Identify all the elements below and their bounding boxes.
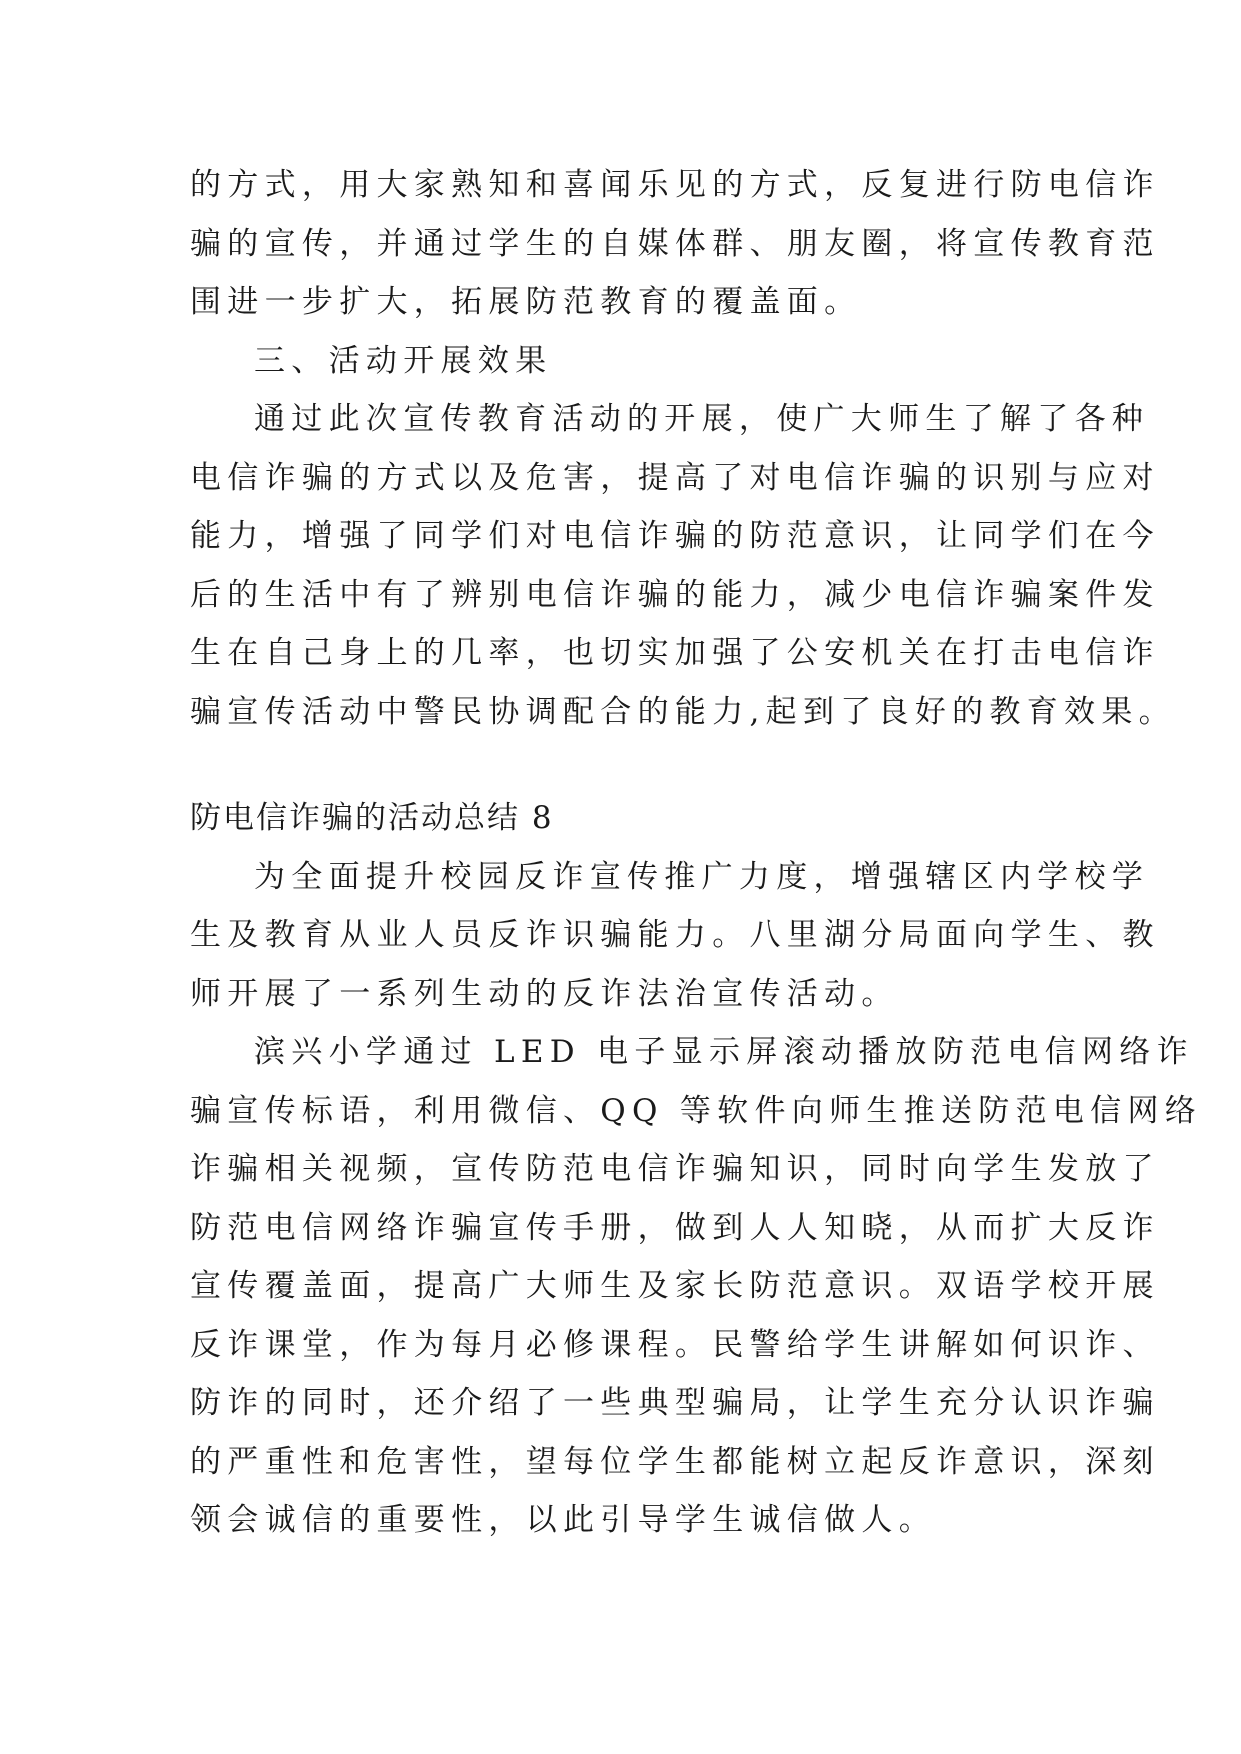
document-body — [190, 156, 1203, 1550]
paragraph-line: 滨兴小学通过 LED 电子显示屏滚动播放防范电信网络诈 — [254, 1034, 1194, 1070]
paragraph-line: 骗的宣传，并通过学生的自媒体群、朋友圈，将宣传教育范 — [190, 225, 1160, 262]
paragraph-line: 宣传覆盖面，提高广大师生及家长防范意识。双语学校开展 — [190, 1268, 1160, 1304]
paragraph-line: 诈骗相关视频，宣传防范电信诈骗知识，同时向学生发放了 — [190, 1151, 1160, 1187]
section-title: 三、活动开展效果 — [254, 342, 553, 379]
paragraph-line: 生在自己身上的几率，也切实加强了公安机关在打击电信诈 — [190, 635, 1160, 671]
article-heading: 防电信诈骗的活动总结 8 — [190, 800, 554, 836]
paragraph-line: 能力，增强了同学们对电信诈骗的防范意识，让同学们在今 — [190, 518, 1160, 554]
section-spacer — [190, 741, 1050, 789]
paragraph-line: 骗宣传标语，利用微信、QQ 等软件向师生推送防范电信网络 — [190, 1092, 1203, 1129]
paragraph-line: 领会诚信的重要性，以此引导学生诚信做人。 — [190, 1502, 936, 1538]
paragraph-line: 后的生活中有了辨别电信诈骗的能力，减少电信诈骗案件发 — [190, 576, 1160, 613]
paragraph-line: 的严重性和危害性，望每位学生都能树立起反诈意识，深刻 — [190, 1443, 1160, 1480]
paragraph-line: 防诈的同时，还介绍了一些典型骗局，让学生充分认识诈骗 — [190, 1385, 1160, 1421]
paragraph-line: 防范电信网络诈骗宣传手册，做到人人知晓，从而扩大反诈 — [190, 1209, 1160, 1246]
paragraph-line: 反诈课堂，作为每月必修课程。民警给学生讲解如何识诈、 — [190, 1326, 1160, 1363]
paragraph-line: 骗宣传活动中警民协调配合的能力,起到了良好的教育效果。 — [190, 693, 1176, 730]
paragraph-line: 通过此次宣传教育活动的开展，使广大师生了解了各种 — [254, 401, 1150, 437]
paragraph-line: 围进一步扩大，拓展防范教育的覆盖面。 — [190, 284, 862, 320]
paragraph-line: 的方式，用大家熟知和喜闻乐见的方式，反复进行防电信诈 — [190, 167, 1160, 203]
paragraph-line: 师开展了一系列生动的反诈法治宣传活动。 — [190, 975, 899, 1012]
paragraph-line: 电信诈骗的方式以及危害，提高了对电信诈骗的识别与应对 — [190, 459, 1160, 496]
paragraph-line: 为全面提升校园反诈宣传推广力度，增强辖区内学校学 — [254, 858, 1150, 895]
paragraph-line: 生及教育从业人员反诈识骗能力。八里湖分局面向学生、教 — [190, 917, 1160, 953]
